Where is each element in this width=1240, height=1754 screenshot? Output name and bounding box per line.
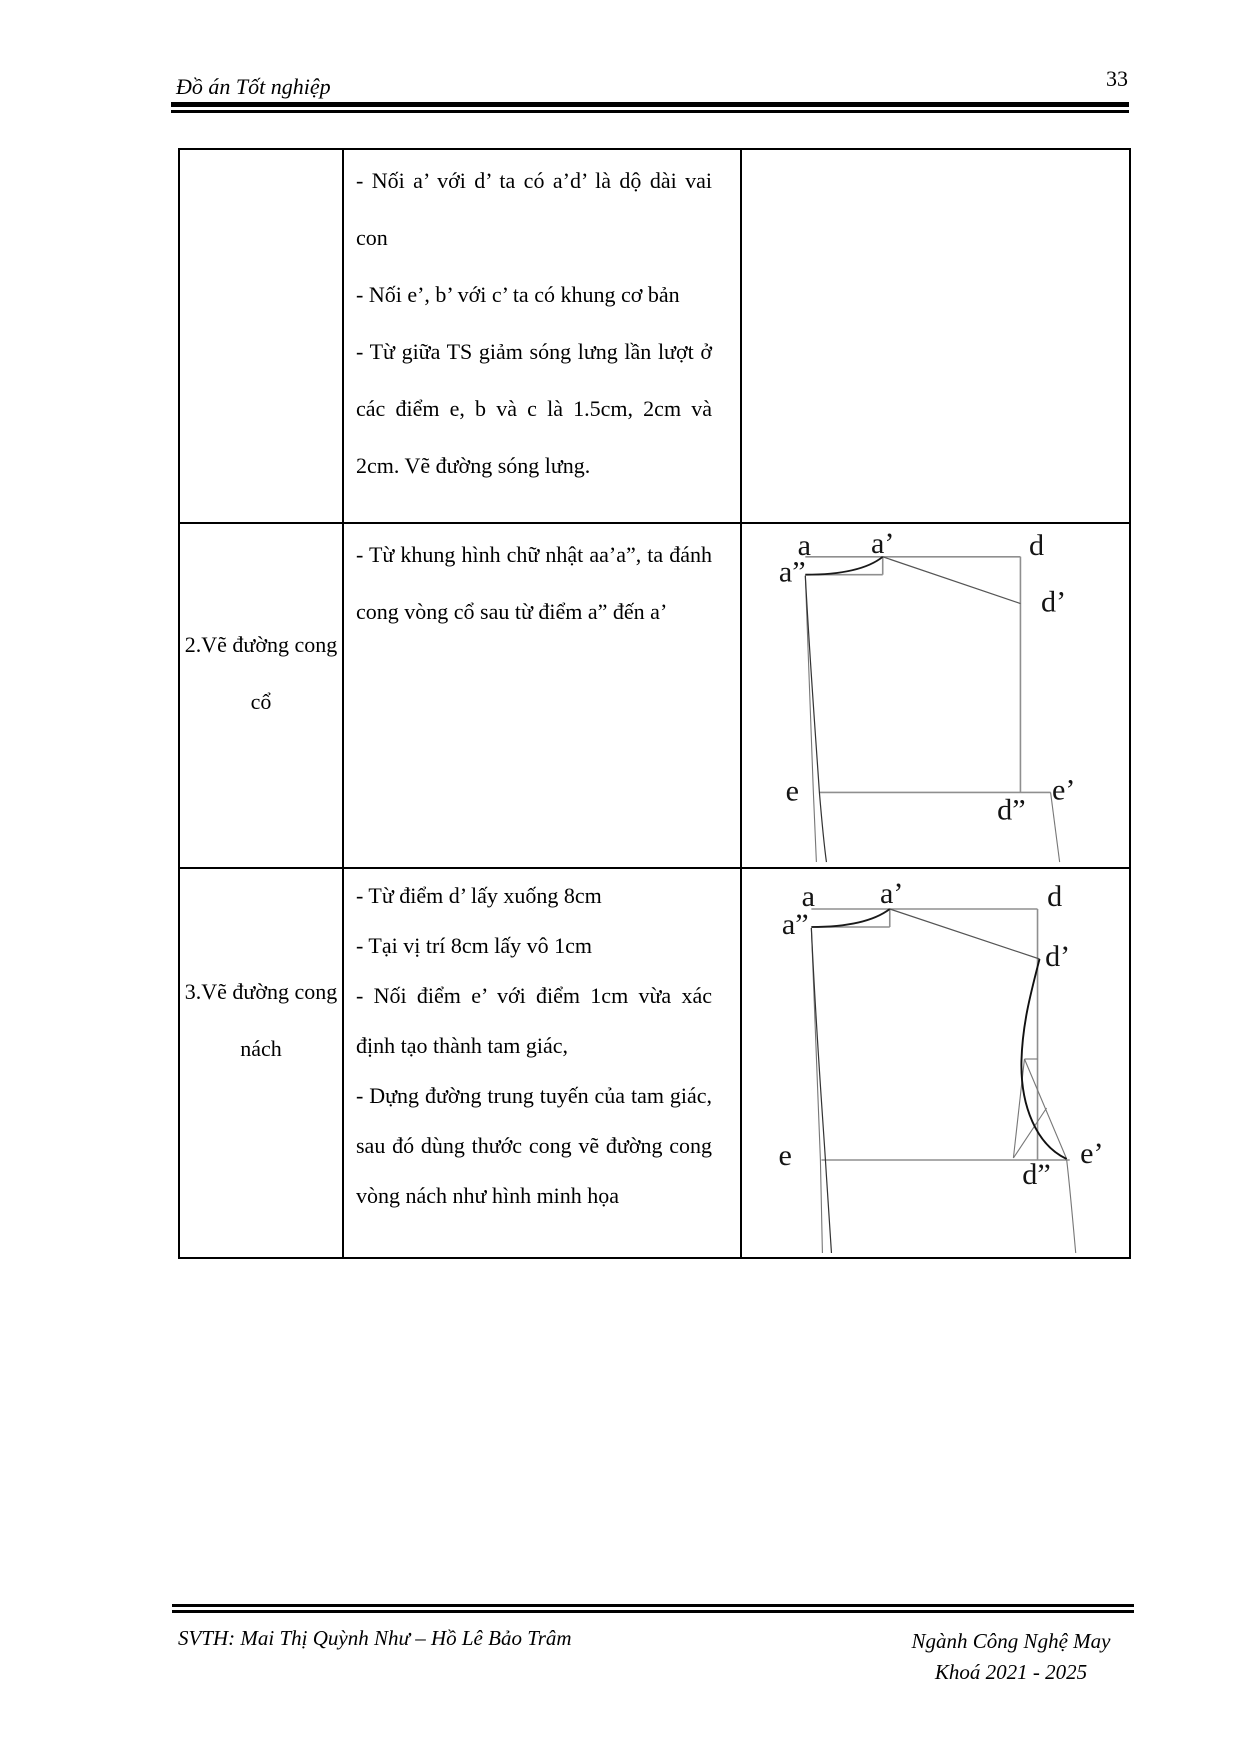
shoulder-line (883, 557, 1021, 604)
neck-curve-diagram (742, 524, 1129, 867)
frame-lines (811, 909, 1069, 1160)
instruction-paragraph: - Từ giữa TS giảm sóng lưng lần lượt ở các điểm e, b và c là 1.5cm, 2cm và 2cm. Vẽ đường sóng lưng. (356, 339, 712, 478)
diagram-cell-row2 (742, 524, 1129, 869)
label-e: e (778, 1138, 792, 1172)
step-cell-row1 (180, 150, 344, 524)
footer-program-line2: Khoá 2021 - 2025 (934, 1660, 1088, 1684)
label-a-prime: a’ (871, 526, 895, 560)
label-d: d (1028, 528, 1045, 562)
page-number: 33 (1106, 66, 1128, 91)
instruction-paragraph: - Dựng đường trung tuyến của tam giác, sau đó dùng thước cong vẽ đường cong vòng nách như hình minh họa (356, 1083, 712, 1208)
instruction-paragraph: - Nối điểm e’ với điểm 1cm vừa xác định tạo thành tam giác, (356, 983, 712, 1058)
footer-rule (172, 1604, 1134, 1613)
side-seam-extension-line (1067, 1160, 1076, 1253)
footer-program (884, 1626, 1138, 1688)
diagram-labels (779, 876, 1104, 1191)
empty-diagram-cell-row1 (742, 150, 1129, 524)
instruction-paragraph: - Nối e’, b’ với c’ ta có khung cơ bản (356, 282, 680, 307)
steps-table (178, 148, 1131, 1259)
step-cell-row3: 3.Vẽ đường cong nách (180, 869, 344, 1257)
neck-curve-line (811, 909, 889, 927)
label-d-double: d” (1022, 1157, 1051, 1191)
frame-lines (805, 557, 1050, 793)
label-a-double: a” (778, 555, 806, 589)
instruction-paragraph: - Từ điểm d’ lấy xuống 8cm (356, 883, 602, 908)
header-title: Đồ án Tốt nghiệp (176, 74, 331, 99)
label-a: a (801, 879, 816, 913)
diagram-cell-row3 (742, 869, 1129, 1257)
shoulder-line (890, 909, 1040, 959)
instructions-cell-row3 (344, 869, 742, 1257)
label-d: d (1047, 879, 1063, 913)
label-d-prime: d’ (1045, 939, 1071, 973)
label-e: e (785, 774, 799, 808)
instruction-paragraph: - Nối a’ với d’ ta có a’d’ là dộ dài vai con (356, 168, 712, 250)
step-cell-row2: 2.Vẽ đường cong cổ (180, 524, 344, 869)
label-a-double: a” (781, 907, 809, 941)
label-e-prime: e’ (1051, 773, 1076, 807)
instruction-paragraph: - Từ khung hình chữ nhật aa’a”, ta đánh cong vòng cổ sau từ điểm a” đến a’ (356, 542, 712, 624)
footer-program-line1: Ngành Công Nghệ May (911, 1629, 1111, 1653)
pattern-lines (811, 909, 1075, 1253)
instruction-paragraph: - Tại vị trí 8cm lấy vô 1cm (356, 933, 593, 958)
armhole-curve-diagram (742, 869, 1129, 1257)
footer-author: SVTH: Mai Thị Quỳnh Như – Hồ Lê Bảo Trâm (178, 1626, 572, 1650)
header-rule (171, 102, 1129, 113)
label-a-prime: a’ (880, 876, 904, 910)
instructions-cell-row1 (344, 150, 742, 524)
instructions-cell-row2 (344, 524, 742, 869)
label-a: a (797, 528, 812, 562)
label-d-prime: d’ (1041, 585, 1067, 619)
label-e-prime: e’ (1080, 1136, 1104, 1170)
label-d-double: d” (997, 793, 1026, 827)
center-back-curve-line (805, 576, 826, 862)
